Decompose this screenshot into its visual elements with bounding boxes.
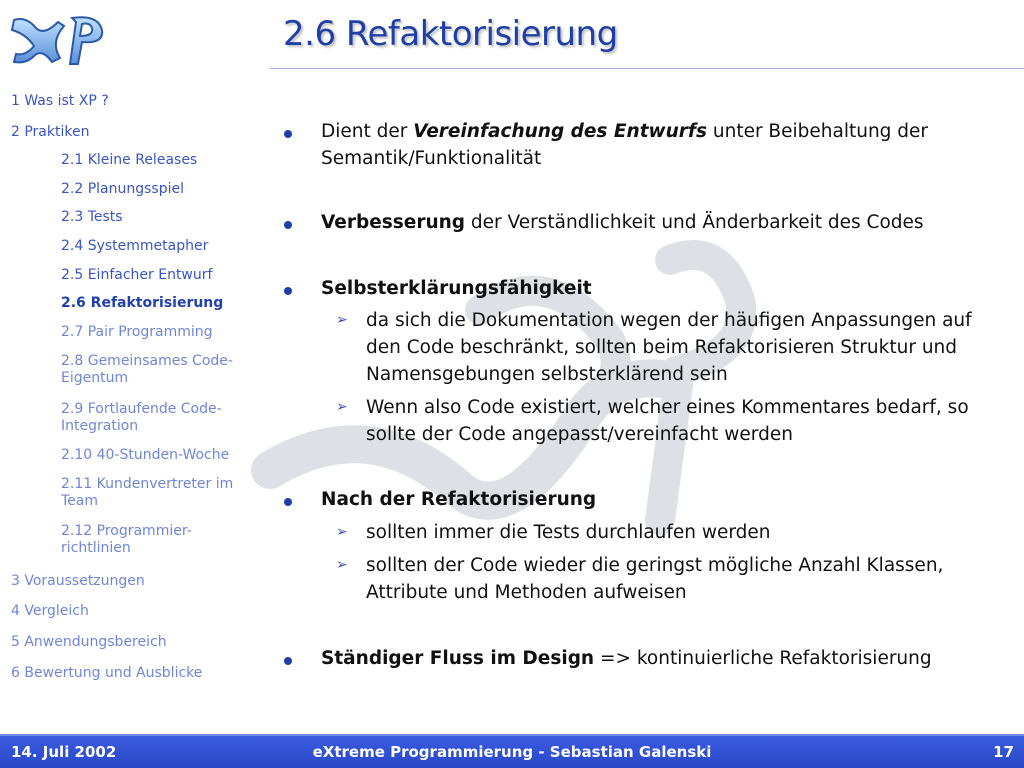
bullet-text: unter Beibehaltung der Semantik/Funktionalität [321, 121, 929, 169]
nav-item-was-ist-xp[interactable]: 1 Was ist XP ? [11, 93, 109, 109]
footer-title: eXtreme Programmierung - Sebastian Galenski [312, 743, 712, 761]
nav-item-planungsspiel[interactable]: 2.2 Planungsspiel [61, 181, 184, 197]
bullet-emphasis: Verbesserung [321, 212, 466, 233]
nav-item-bewertung-und-ausblicke[interactable]: 6 Bewertung und Ausblicke [11, 665, 203, 681]
bullet-emphasis: Vereinfachung des Entwurfs [413, 121, 707, 142]
bullet-dot-icon [284, 287, 292, 295]
bullet-dot-icon [284, 657, 292, 665]
nav-item-einfacher-entwurf[interactable]: 2.5 Einfacher Entwurf [61, 267, 213, 283]
nav-item-kundenvertreter-im-team[interactable]: 2.11 Kundenvertreter im Team [61, 476, 234, 509]
bullet-verbesserung [284, 209, 984, 236]
nav-item-refaktorisierung-active[interactable]: 2.6 Refaktorisierung [61, 295, 224, 311]
sub-bullet-text: Wenn also Code existiert, welcher eines Kommentares bedarf, so sollte der Code angepasst/vereinfacht werden [366, 397, 969, 445]
bullet-text: => kontinuierliche Refaktorisierung [594, 648, 932, 669]
nav-item-vergleich[interactable]: 4 Vergleich [11, 603, 89, 619]
sub-bullet-kommentare [336, 394, 986, 448]
nav-item-voraussetzungen[interactable]: 3 Voraussetzungen [11, 573, 145, 589]
nav-item-kleine-releases[interactable]: 2.1 Kleine Releases [61, 152, 198, 168]
bullet-staendiger-fluss [284, 645, 984, 672]
nav-item-gemeinsames-code-eigentum[interactable]: 2.8 Gemeinsames Code-Eigentum [61, 353, 233, 386]
bullet-text: der Verständlichkeit und Änderbarkeit des Codes [465, 212, 924, 233]
xp-logo [6, 6, 116, 70]
sub-bullet-text: sollten der Code wieder die geringst mögliche Anzahl Klassen, Attribute und Methoden aufweisen [366, 555, 944, 603]
footer-page-number: 17 [993, 743, 1014, 761]
title-divider [270, 68, 1024, 69]
nav-item-programmierrichtlinien[interactable]: 2.12 Programmier-richtlinien [61, 523, 192, 556]
sub-bullet-text: sollten immer die Tests durchlaufen werden [366, 522, 771, 543]
sub-bullet-klassen [336, 552, 986, 606]
bullet-text: Dient der [321, 121, 414, 142]
nav-item-systemmetapher[interactable]: 2.4 Systemmetapher [61, 238, 209, 254]
bullet-selbsterklaerung [284, 275, 984, 302]
nav-item-tests[interactable]: 2.3 Tests [61, 209, 123, 225]
sub-bullet-text: da sich die Dokumentation wegen der häufigen Anpassungen auf den Code beschränkt, sollten beim Refaktorisieren Struktur und Namensgebungen selbsterklärend sein [366, 310, 972, 385]
slide-title: 2.6 Refaktorisierung [283, 14, 618, 54]
nav-item-40-stunden-woche[interactable]: 2.10 40-Stunden-Woche [61, 447, 230, 463]
bullet-dot-icon [284, 130, 292, 138]
bullet-emphasis: Ständiger Fluss im Design [321, 648, 595, 669]
nav-item-praktiken[interactable]: 2 Praktiken [11, 124, 90, 140]
arrow-bullet-icon: ➢ [336, 557, 348, 573]
bullet-emphasis: Selbsterklärungsfähigkeit [321, 278, 592, 299]
bullet-dot-icon [284, 221, 292, 229]
footer-bar [0, 734, 1024, 768]
footer-date: 14. Juli 2002 [11, 743, 117, 761]
bullet-nach-refaktorisierung [284, 486, 984, 513]
nav-item-anwendungsbereich[interactable]: 5 Anwendungsbereich [11, 634, 167, 650]
sub-bullet-tests [336, 519, 986, 546]
nav-item-fortlaufende-code-integration[interactable]: 2.9 Fortlaufende Code-Integration [61, 401, 222, 434]
bullet-dot-icon [284, 498, 292, 506]
nav-item-pair-programming[interactable]: 2.7 Pair Programming [61, 324, 213, 340]
arrow-bullet-icon: ➢ [336, 524, 348, 540]
arrow-bullet-icon: ➢ [336, 312, 348, 328]
arrow-bullet-icon: ➢ [336, 399, 348, 415]
bullet-emphasis: Nach der Refaktorisierung [321, 489, 597, 510]
bullet-vereinfachung [284, 118, 984, 172]
sub-bullet-dokumentation [336, 307, 986, 388]
